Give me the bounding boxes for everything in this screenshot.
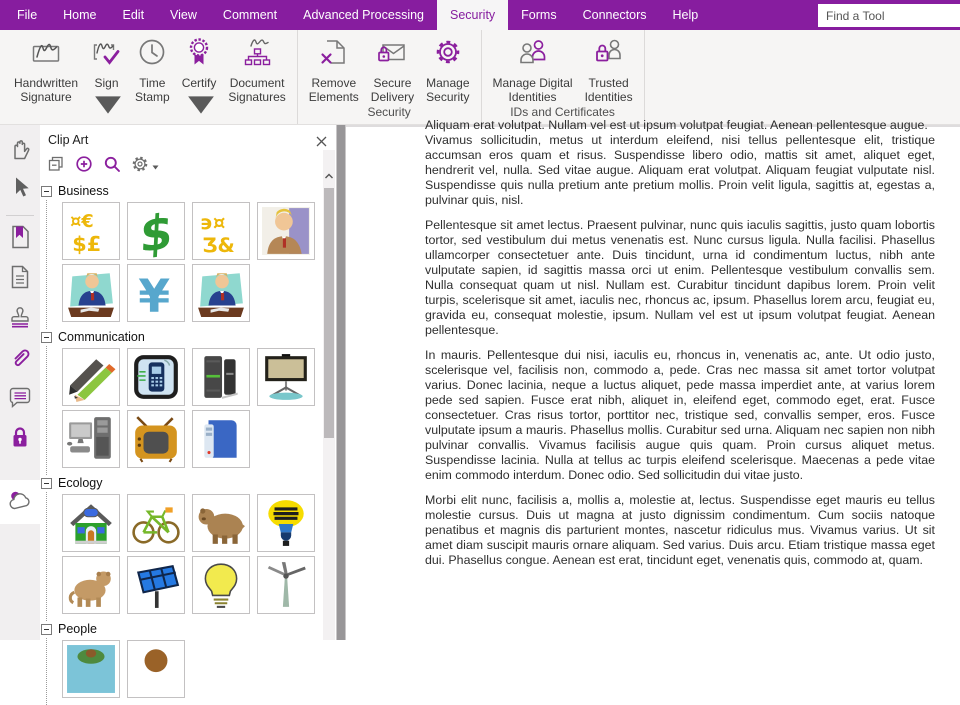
menu-item-help[interactable]: Help <box>672 8 699 22</box>
clipart-section-ecology <box>40 476 336 614</box>
time-stamp-icon <box>137 37 167 72</box>
secure-delivery-button[interactable] <box>365 30 420 104</box>
document-signatures-icon <box>242 37 272 72</box>
clipart-cfl-bulb[interactable] <box>257 494 315 552</box>
chevron-down-icon <box>186 90 216 123</box>
clipart-bicycle[interactable] <box>127 494 185 552</box>
button-label-line: Identities <box>508 90 557 104</box>
security-icon <box>7 437 33 454</box>
sign-button[interactable] <box>84 30 129 123</box>
menu-item-security[interactable]: Security <box>437 0 508 30</box>
button-label-line: Time <box>139 76 166 90</box>
collapse-icon[interactable] <box>41 186 52 197</box>
secure-delivery-icon <box>377 37 407 72</box>
clipart-businessman-at-desk-2[interactable] <box>192 264 250 322</box>
sidebar-tool-cloud[interactable] <box>0 480 40 524</box>
clipart-person-head[interactable] <box>127 640 185 698</box>
cloud-icon <box>7 487 33 518</box>
menu-item-file[interactable]: File <box>17 8 38 22</box>
clipart-section-communication <box>40 330 336 468</box>
add-button[interactable] <box>75 155 93 178</box>
button-label-line: Stamp <box>135 90 170 104</box>
button-label-line: Trusted <box>588 76 629 90</box>
ribbon-group-label: IDs and Certificates <box>510 105 615 119</box>
sidebar-tool-bookmarks[interactable] <box>7 224 33 250</box>
manage-security-icon <box>433 37 463 72</box>
button-label-line: Remove <box>311 76 357 90</box>
menu-item-comment[interactable]: Comment <box>222 8 278 22</box>
menu-item-view[interactable]: View <box>170 8 197 22</box>
paragraph: Morbi elit nunc, facilisis a, mollis a, molestie at, lectus. Suspendisse eget mauris eu tellus molestie cursus. Duis ut magna at justo dignissim condimentum. Cum sociis natoque penatibus et magnis dis parturient montes, nascetur ridiculus mus. Vivamus varius. Ut sit amet diam suscipit mauris ornare aliquam. Sed varius. Duis arcu. Etiam tristique massa eget dui. Phasellus congue. Aenean est erat, tincidunt eget, venenatis quis, commodo at, quam. <box>425 493 935 567</box>
trusted-identities-icon <box>594 37 624 72</box>
clipart-projection-screen[interactable] <box>257 348 315 406</box>
svg-text:$: $ <box>136 204 177 264</box>
button-label-line: Security <box>426 90 470 104</box>
chevron-down-icon <box>93 90 123 123</box>
stamp-icon <box>7 317 33 334</box>
clipart-cougar[interactable] <box>62 556 120 614</box>
manage-digital-identities-icon <box>518 37 548 72</box>
button-label-line: Manage <box>426 76 470 90</box>
settings-icon <box>131 155 149 178</box>
collapse-all-button[interactable] <box>47 155 65 178</box>
ribbon-group-ids-and-certificates <box>482 30 645 124</box>
handwritten-signature-button[interactable] <box>8 30 84 104</box>
manage-security-button[interactable] <box>420 30 475 104</box>
collapse-icon[interactable] <box>41 624 52 635</box>
clipart-bear[interactable] <box>192 494 250 552</box>
clipart-mobile-phone[interactable] <box>127 348 185 406</box>
button-label-line: Handwritten <box>14 76 79 90</box>
document-text <box>425 118 935 568</box>
close-icon[interactable] <box>316 134 327 145</box>
clipart-section-people <box>40 622 336 698</box>
clipart-dollar-sign-green[interactable] <box>127 202 185 264</box>
search-button[interactable] <box>103 155 121 178</box>
clipart-solar-panel[interactable] <box>127 556 185 614</box>
manage-digital-identities-button[interactable] <box>487 30 579 104</box>
sidebar-tool-stamp[interactable] <box>7 304 33 330</box>
svg-text:¥: ¥ <box>138 268 171 323</box>
sidebar-tool-security[interactable] <box>7 424 33 450</box>
paragraph: Vivamus sollicitudin, metus ut interdum eleifend, nisi tellus pellentesque elit, tristique accumsan eros quam et risus. Suspendisse libero odio, mattis sit amet, aliquet eget, hendrerit vel, nulla. Sed vitae augue. Aliquam erat volutpat. Aliquam feugiat vulputate nisl. Suspendisse quis nulla pretium ante pretium mollis. Proin velit ligula, sagittis at, egestas a, pulvinar quis, nisl. <box>425 133 935 207</box>
comments-icon <box>7 397 33 414</box>
panel-title: Clip Art <box>48 133 89 147</box>
clipart-section-business <box>40 184 336 322</box>
collapse-all-icon <box>47 155 65 178</box>
button-label-line <box>90 90 123 123</box>
clipart-businessman-portrait[interactable] <box>257 202 315 260</box>
svg-text:϶¤: ϶¤ <box>200 210 226 234</box>
section-label: Communication <box>58 330 145 344</box>
panel-splitter[interactable] <box>336 125 346 640</box>
select-icon <box>7 188 33 205</box>
clipart-computer-tower[interactable] <box>192 410 250 468</box>
sidebar-tool-attachments[interactable] <box>7 344 33 370</box>
section-label: Business <box>58 184 109 198</box>
button-label-line: Signatures <box>228 90 286 104</box>
section-label: Ecology <box>58 476 103 490</box>
time-stamp-button[interactable] <box>129 30 176 104</box>
button-label-line: Sign <box>94 76 119 90</box>
menu-item-home[interactable]: Home <box>63 8 97 22</box>
panel-toolbar <box>40 147 336 176</box>
clipart-light-bulb[interactable] <box>192 556 250 614</box>
clip-art-panel <box>40 125 336 640</box>
clipart-desktop-computer[interactable] <box>62 410 120 468</box>
button-label-line: Elements <box>308 90 359 104</box>
clipart-person-teal[interactable] <box>62 640 120 698</box>
navigation-tool-rail <box>0 125 40 640</box>
button-label-line: Delivery <box>370 90 415 104</box>
sidebar-divider <box>6 215 34 216</box>
button-label-line <box>183 90 216 123</box>
menu-items <box>4 0 711 30</box>
certify-button[interactable] <box>176 30 223 123</box>
menubar <box>0 0 960 30</box>
trusted-identities-button[interactable] <box>579 30 639 104</box>
remove-elements-icon <box>319 37 349 72</box>
chevron-down-icon <box>152 157 159 175</box>
button-label-line: Secure <box>373 76 412 90</box>
menu-item-advanced-processing[interactable]: Advanced Processing <box>303 8 425 22</box>
clipart-television[interactable] <box>127 410 185 468</box>
ribbon-group-security <box>298 30 482 124</box>
ribbon-security-tab <box>0 30 960 125</box>
menu-item-edit[interactable]: Edit <box>122 8 145 22</box>
certify-icon <box>184 37 214 72</box>
svg-text:$£: $£ <box>72 231 102 256</box>
clipart-yen-sign[interactable] <box>127 264 185 322</box>
document-page[interactable] <box>346 118 960 640</box>
sidebar-tool-select[interactable] <box>7 175 33 201</box>
handwritten-signature-icon <box>31 37 61 72</box>
button-label-line: Manage Digital <box>492 76 573 90</box>
button-label-line: Identities <box>584 90 633 104</box>
sidebar-tool-comments[interactable] <box>7 384 33 410</box>
panel-scrollbar <box>323 150 335 640</box>
paragraph: In mauris. Pellentesque dui nisi, iaculis eu, rhoncus in, venenatis ac, ante. Ut odio justo, scelerisque vel, facilisis non, commodo a, pede. Cras nec massa sit amet tortor volutpat varius. Donec lacinia, neque a luctus aliquet, pede massa imperdiet ante, at varius lorem pede sed sapien. Fusce erat nibh, aliquet in, eleifend eget, commodo eget, erat. Fusce consectetuer. Cras risus tortor, porttitor nec, tristique sed, convallis semper, eros. Fusce vulputate ipsum a mauris. Phasellus mollis. Curabitur sed urna. Aliquam nec sapien non nibh pulvinar convallis. Vivamus facilisis augue quis quam. Proin cursus aliquet metus. Suspendisse lacinia. Nulla at tellus ac turpis eleifend scelerisque. Maecenas a pede vitae enim commodo interdum. Donec odio. Sed sollicitudin dui vitae justo. <box>425 348 935 482</box>
sidebar-tool-hand[interactable] <box>7 135 33 161</box>
menu-item-forms[interactable]: Forms <box>521 8 557 22</box>
remove-elements-button[interactable] <box>303 30 365 104</box>
collapse-icon[interactable] <box>41 478 52 489</box>
find-a-tool-input[interactable] <box>818 4 960 27</box>
add-icon <box>75 155 93 178</box>
hand-icon <box>7 148 33 165</box>
scrollbar-thumb[interactable] <box>324 188 334 438</box>
section-label: People <box>58 622 97 636</box>
ribbon-group-sign-and-certify <box>3 30 298 124</box>
pages-icon <box>7 277 33 294</box>
button-label-line: Document <box>229 76 285 90</box>
clipart-server-rack[interactable] <box>192 348 250 406</box>
svg-text:Ʒ&: Ʒ& <box>202 233 235 257</box>
button-label-line: Certify <box>181 76 217 90</box>
document-signatures-button[interactable] <box>222 30 291 104</box>
clipart-pencils[interactable] <box>62 348 120 406</box>
clipart-green-house[interactable] <box>62 494 120 552</box>
clipart-currency-symbols[interactable] <box>62 202 120 260</box>
search-icon <box>103 155 121 178</box>
svg-text:¤€: ¤€ <box>70 211 94 232</box>
settings-button[interactable] <box>131 155 159 178</box>
sidebar-tool-pages[interactable] <box>7 264 33 290</box>
button-label-line: Signature <box>20 90 72 104</box>
collapse-icon[interactable] <box>41 332 52 343</box>
clipart-wind-turbine[interactable] <box>257 556 315 614</box>
ribbon-group-label: Security <box>367 105 411 119</box>
clipart-currency-symbols-2[interactable] <box>192 202 250 260</box>
attachments-icon <box>7 357 33 374</box>
bookmarks-icon <box>7 237 33 254</box>
menu-item-connectors[interactable]: Connectors <box>582 8 647 22</box>
scroll-up-icon[interactable] <box>323 170 335 182</box>
clipped-text-line: Aliquam erat volutpat. Nullam vel est ut ipsum volutpat feugiat. Aenean pellentesque augue. <box>425 118 928 132</box>
paragraph: Pellentesque sit amet lectus. Praesent pulvinar, nunc quis iaculis sagittis, justo quam lobortis tortor, sed vestibulum dui metus venenatis est. Nunc cursus ligula. Nulla facilisi. Phasellus ullamcorper consectetuer ante. Duis tincidunt, urna id condimentum luctus, nibh ante vulputate sapien, id sagittis massa orci ut enim. Pellentesque vestibulum convallis sem. Nulla consequat quam ut nisl. Nullam est. Curabitur tincidunt dapibus lorem. Proin velit turpis, scelerisque sit amet, iaculis nec, rhoncus ac, ipsum. Phasellus lorem arcu, feugiat eu, gravida eu, consequat molestie, ipsum. Nullam vel est ut ipsum volutpat feugiat. Aenean pellentesque. <box>425 218 935 337</box>
clipart-businessman-at-desk[interactable] <box>62 264 120 322</box>
sign-icon <box>92 37 122 72</box>
